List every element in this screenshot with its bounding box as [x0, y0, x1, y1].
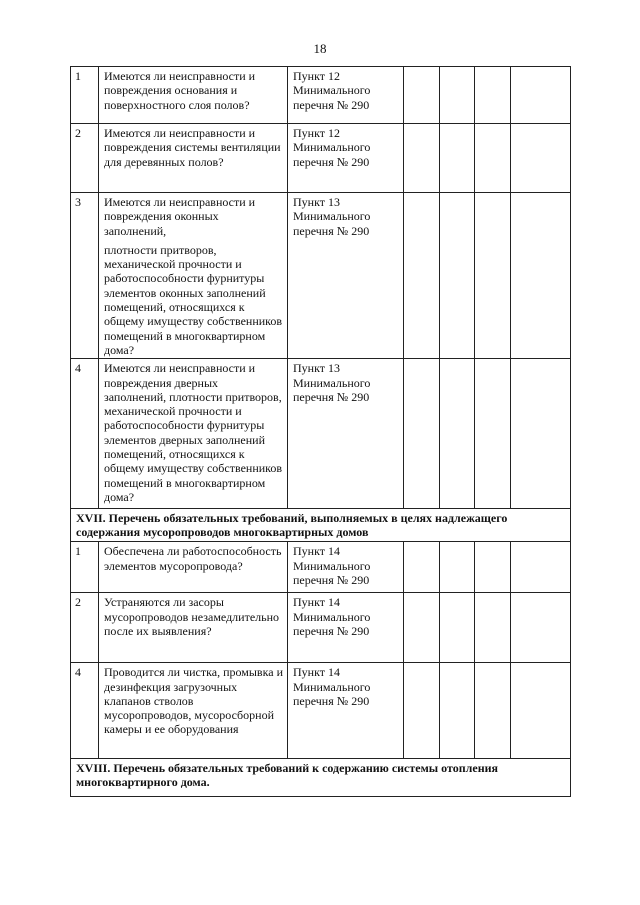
- row-number: 3: [71, 193, 99, 359]
- answer-cell-na: [475, 593, 511, 663]
- question-text: Имеются ли неисправности и повреждения системы вентиляции для деревянных полов?: [104, 126, 281, 169]
- page-number: 18: [313, 41, 327, 56]
- row-number: 1: [71, 542, 99, 593]
- reference-cell: Пункт 13 Минимального перечня № 290: [288, 359, 404, 509]
- table-row: [71, 67, 571, 124]
- question-text: Устраняются ли засоры мусоропроводов незамедлительно после их выявления?: [104, 595, 280, 638]
- question-cell: [99, 67, 288, 124]
- answer-cell-no: [440, 663, 475, 759]
- row-number: 4: [71, 663, 99, 759]
- section-header-row: [71, 509, 571, 542]
- question-text: Обеспечена ли работоспособность элементов мусоропровода?: [104, 544, 282, 573]
- table-row: [71, 663, 571, 759]
- note-cell: [511, 193, 571, 359]
- answer-cell-yes: [404, 542, 440, 593]
- answer-cell-na: [475, 663, 511, 759]
- table-row: [71, 124, 571, 193]
- row-number: 1: [71, 67, 99, 124]
- table-row: [71, 593, 571, 663]
- section-xvii-heading: XVII. Перечень обязательных требований, выполняемых в целях надлежащего содержания мусоропроводов многоквартирных домов: [71, 509, 571, 542]
- reference-cell: Пункт 14 Минимального перечня № 290: [288, 542, 404, 593]
- answer-cell-no: [440, 193, 475, 359]
- reference-cell: Пункт 12 Минимального перечня № 290: [288, 124, 404, 193]
- question-cell: [99, 542, 288, 593]
- note-cell: [511, 124, 571, 193]
- table-row: [71, 542, 571, 593]
- answer-cell-yes: [404, 593, 440, 663]
- answer-cell-na: [475, 359, 511, 509]
- question-cell: [99, 124, 288, 193]
- answer-cell-yes: [404, 663, 440, 759]
- question-cell: [99, 663, 288, 759]
- answer-cell-no: [440, 593, 475, 663]
- answer-cell-yes: [404, 359, 440, 509]
- question-cell: [99, 359, 288, 509]
- question-cell: [99, 593, 288, 663]
- answer-cell-na: [475, 67, 511, 124]
- answer-cell-yes: [404, 193, 440, 359]
- answer-cell-na: [475, 542, 511, 593]
- answer-cell-yes: [404, 124, 440, 193]
- answer-cell-no: [440, 67, 475, 124]
- note-cell: [511, 67, 571, 124]
- answer-cell-na: [475, 124, 511, 193]
- row-number: 2: [71, 124, 99, 193]
- answer-cell-no: [440, 542, 475, 593]
- answer-cell-na: [475, 193, 511, 359]
- answer-cell-no: [440, 124, 475, 193]
- note-cell: [511, 593, 571, 663]
- section-xviii-heading: XVIII. Перечень обязательных требований к содержанию системы отопления многоквартирного дома.: [71, 759, 571, 797]
- reference-cell: Пункт 12 Минимального перечня № 290: [288, 67, 404, 124]
- question-text: Имеются ли неисправности и повреждения оконных заполнений,: [104, 195, 256, 238]
- question-text: плотности притворов, механической прочности и работоспособности фурнитуры элементов оконных заполнений помещений, относящихся к общему имуществу собственников помещений в многоквартирном дома?: [104, 242, 283, 357]
- table-row: [71, 193, 571, 359]
- row-number: 2: [71, 593, 99, 663]
- question-text: Проводится ли чистка, промывка и дезинфекция загрузочных клапанов стволов мусоропроводов, мусоросборной камеры и ее оборудования: [104, 665, 283, 737]
- checklist-table: [70, 66, 571, 797]
- question-text: Имеются ли неисправности и повреждения основания и поверхностного слоя полов?: [104, 69, 256, 112]
- note-cell: [511, 542, 571, 593]
- section-header-row: [71, 759, 571, 797]
- note-cell: [511, 663, 571, 759]
- row-number: 4: [71, 359, 99, 509]
- reference-cell: Пункт 13 Минимального перечня № 290: [288, 193, 404, 359]
- question-cell: [99, 193, 288, 359]
- answer-cell-yes: [404, 67, 440, 124]
- table-row: [71, 359, 571, 509]
- question-text: Имеются ли неисправности и повреждения дверных заполнений, плотности притворов, механической прочности и работоспособности фурнитуры элементов дверных заполнений помещений, относящихся к общему имуществу собственников помещений в многоквартирном дома?: [104, 361, 283, 504]
- reference-cell: Пункт 14 Минимального перечня № 290: [288, 593, 404, 663]
- answer-cell-no: [440, 359, 475, 509]
- reference-cell: Пункт 14 Минимального перечня № 290: [288, 663, 404, 759]
- note-cell: [511, 359, 571, 509]
